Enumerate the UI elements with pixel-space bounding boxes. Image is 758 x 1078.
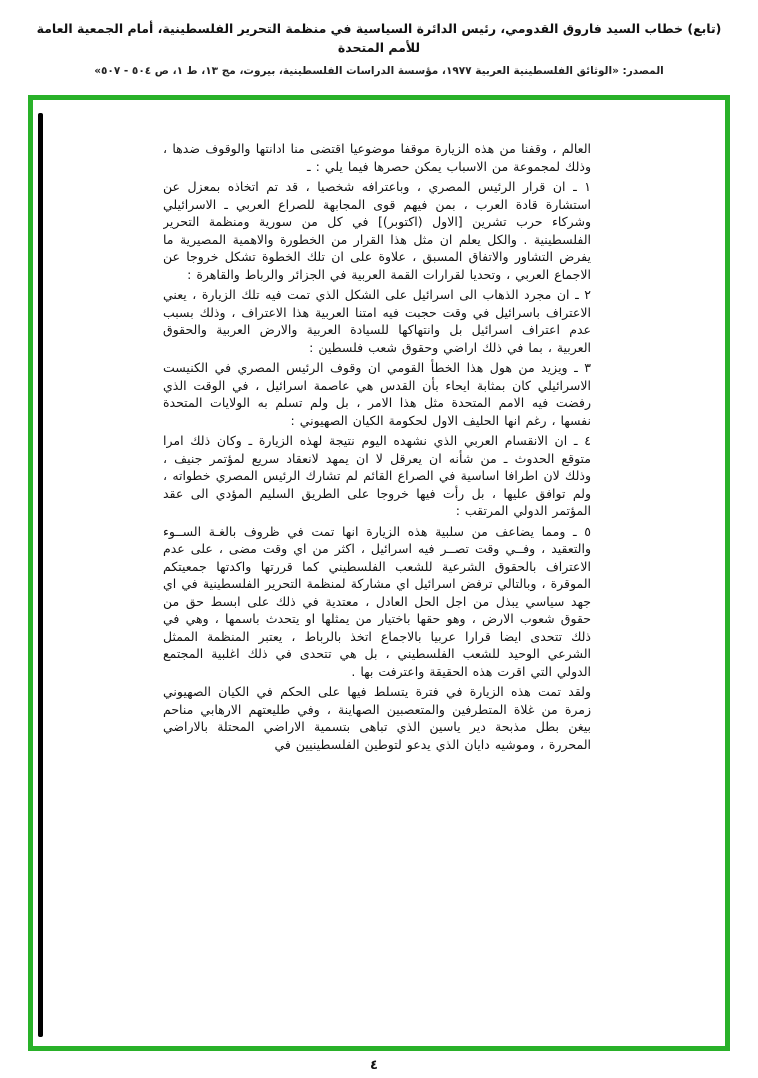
- paragraph-closing: ولقد تمت هذه الزيارة في فترة يتسلط فيها على الحكم في الكيان الصهيوني زمرة من غلاة المتطرفين والمتعصبين الصهاينة ، وفي طليعتهم الارهابي مناحم بيغن بطل مذبحة دير ياسين الذي تباهى بتسمية الاراضي المحتلة بالاراضي المحررة ، وموشيه دايان الذي يدعو لتوطين الفلسطينيين في: [163, 684, 591, 752]
- header-source: المصدر: «الوثائق الفلسطينية العربية ١٩٧٧، مؤسسة الدراسات الفلسطينية، بيروت، مج ١٣، ط ١، ص ٥٠٤ - ٥٠٧»: [94, 64, 664, 77]
- paragraph-item-2: ٢ ـ ان مجرد الذهاب الى اسرائيل على الشكل الذي تمت فيه تلك الزيارة ، يعني الاعتراف باسرائيل في وقت حجبت فيه امتنا العربية هذا الاعتراف ، وذلك بسبب عدم اعتراف اسرائيل بل وانتهاكها للسيادة العربية والارض العربية والحقوق العربية ، بما في ذلك اراضي وحقوق شعب فلسطين :: [163, 287, 591, 355]
- scanned-page-frame: [28, 95, 730, 1051]
- paragraph-intro: العالم ، وقفنا من هذه الزيارة موقفا موضوعيا اقتضى منا ادانتها والوقوف ضدها ، وذلك لمجموعة من الاسباب يمكن حصرها فيما يلي : ـ: [163, 141, 591, 174]
- document-header: [20, 20, 738, 77]
- paragraph-item-5: ٥ ـ ومما يضاعف من سلبية هذه الزيارة انها تمت في ظروف بالغـة الســوء والتعقيد ، وفــي وقت تصــر فيه اسرائيل ، اكثر من اي وقت مضى ، على عدم الاعتراف بالحقوق الشرعية للشعب الفلسطيني كما قررتها واكدتها جمعيتكم الموقرة ، وبالتالي ترفض اسرائيل اي مشاركة لمنظمة التحرير الفلسطينية في اي جهد سياسي يبذل من اجل الحل العادل ، معتدية في ذلك على ابسط حق من حقوق شعوب الارض ، وهو حقها باختيار من يمثلها او يتحدث باسمها ، وهي في ذلك تتحدى ايضا قرارا عربيا بالاجماع اتخذ بالرباط ، يعتبر المنظمة الممثل الشرعي الوحيد للشعب الفلسطيني ، بل هي تتحدى في ذلك اغلبية المجتمع الدولي التي اقرت هذه الحقيقة واعترفت بها .: [163, 523, 591, 679]
- paragraph-item-3: ٣ ـ ويزيد من هول هذا الخطأ القومي ان وقوف الرئيس المصري في الكنيست الاسرائيلي كان بمثابة ايحاء بأن القدس هي عاصمة اسرائيل ، في الوقت الذي رفضت فيه الامم المتحدة مثل هذا الامر ، بل ولم تسلم به الولايات المتحدة نفسها ، رغم انها الحليف الاول لحكومة الكيان الصهيوني :: [163, 360, 591, 428]
- page-number: ٤: [370, 1058, 378, 1073]
- header-title: (تابع) خطاب السيد فاروق القدومي، رئيس الدائرة السياسية في منظمة التحرير الفلسطينية، أمام الجمعية العامة للأمم المتحدة: [36, 21, 722, 55]
- paragraph-item-4: ٤ ـ ان الانقسام العربي الذي نشهده اليوم نتيجة لهذه الزيارة ـ وكان ذلك امرا متوقع الحدوث ـ من شأنه ان يعرقل لا ان يمهد لانعقاد سريع لمؤتمر جنيف ، وذلك لان اطرافا اساسية في الصراع القائم لم تشارك الرئيس المصري خطواته ، ولم توافق عليها ، بل رأت فيها خروجا على الطريق السليم المؤدي الى عقد المؤتمر الدولي المرتقب :: [163, 433, 591, 518]
- book-spine-line: [38, 113, 43, 1037]
- paragraph-item-1: ١ ـ ان قرار الرئيس المصري ، وباعترافه شخصيا ، قد تم اتخاذه بمعزل عن استشارة قادة العرب ، بمن فيهم قوى المجابهة للصراع العربي ـ الاسرائيلي وشركاء حرب تشرين [الاول (اكتوبر)] في كل من سورية ومنظمة التحرير الفلسطينية . والكل يعلم ان مثل هذا القرار من الخطورة والاهمية المصيرية ما يفرض التشاور والاتفاق المسبق ، علاوة على ان تلك الخطوة تشكل خروجا عن الاجماع العربي ، وتحديا لقرارات القمة العربية في الجزائر والرباط والقاهرة :: [163, 179, 591, 282]
- body-text: [163, 140, 591, 1042]
